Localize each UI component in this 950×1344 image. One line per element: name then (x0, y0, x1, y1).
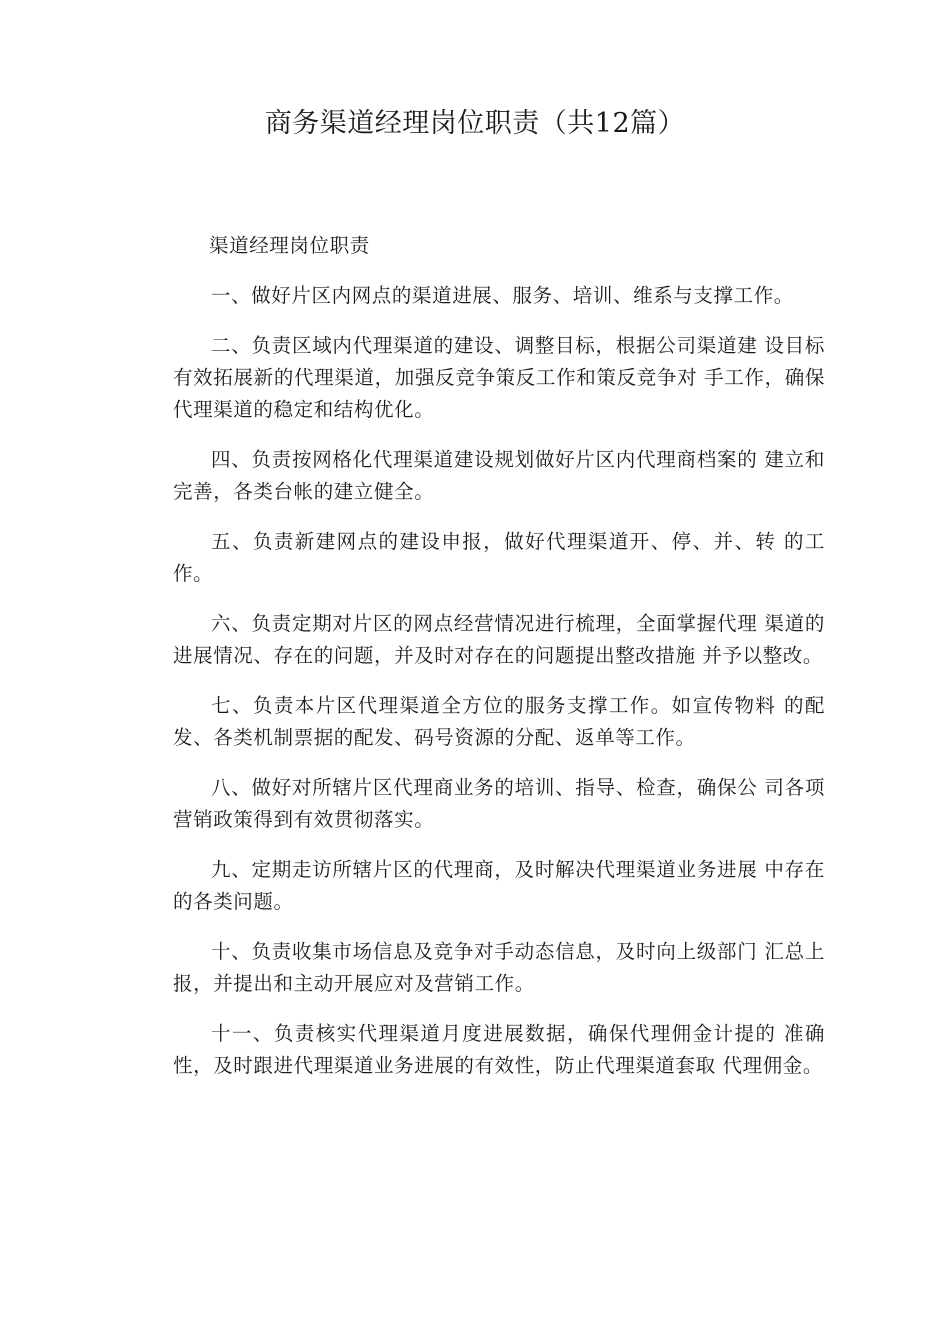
document-title: 商务渠道经理岗位职责（共12篇） (264, 108, 686, 139)
paragraph-4: 四、负责按网格化代理渠道建设规划做好片区内代理商档案的 建立和完善，各类台帐的建立健全。 (173, 448, 825, 503)
paragraph-10: 十、负责收集市场信息及竞争对手动态信息，及时向上级部门 汇总上报，并提出和主动开展应对及营销工作。 (173, 940, 825, 995)
paragraph-5: 五、负责新建网点的建设申报，做好代理渠道开、停、并、转 的工作。 (173, 530, 825, 585)
paragraph-6: 六、负责定期对片区的网点经营情况进行梳理，全面掌握代理 渠道的进展情况、存在的问题，并及时对存在的问题提出整改措施 并予以整改。 (173, 612, 825, 667)
paragraph-8: 八、做好对所辖片区代理商业务的培训、指导、检查，确保公 司各项营销政策得到有效贯彻落实。 (173, 776, 825, 831)
paragraph-11: 十一、负责核实代理渠道月度进展数据，确保代理佣金计提的 准确性，及时跟进代理渠道业务进展的有效性，防止代理渠道套取 代理佣金。 (173, 1022, 825, 1077)
paragraph-2: 二、负责区域内代理渠道的建设、调整目标，根据公司渠道建 设目标有效拓展新的代理渠道，加强反竞争策反工作和策反竞争对 手工作，确保代理渠道的稳定和结构优化。 (173, 334, 825, 421)
document-body (173, 230, 825, 1100)
section-heading: 渠道经理岗位职责 (209, 234, 370, 257)
paragraph-1: 一、做好片区内网点的渠道进展、服务、培训、维系与支撑工作。 (211, 284, 794, 307)
paragraph-7: 七、负责本片区代理渠道全方位的服务支撑工作。如宣传物料 的配发、各类机制票据的配发、码号资源的分配、返单等工作。 (173, 694, 825, 749)
paragraph-9: 九、定期走访所辖片区的代理商，及时解决代理渠道业务进展 中存在的各类问题。 (173, 858, 825, 913)
